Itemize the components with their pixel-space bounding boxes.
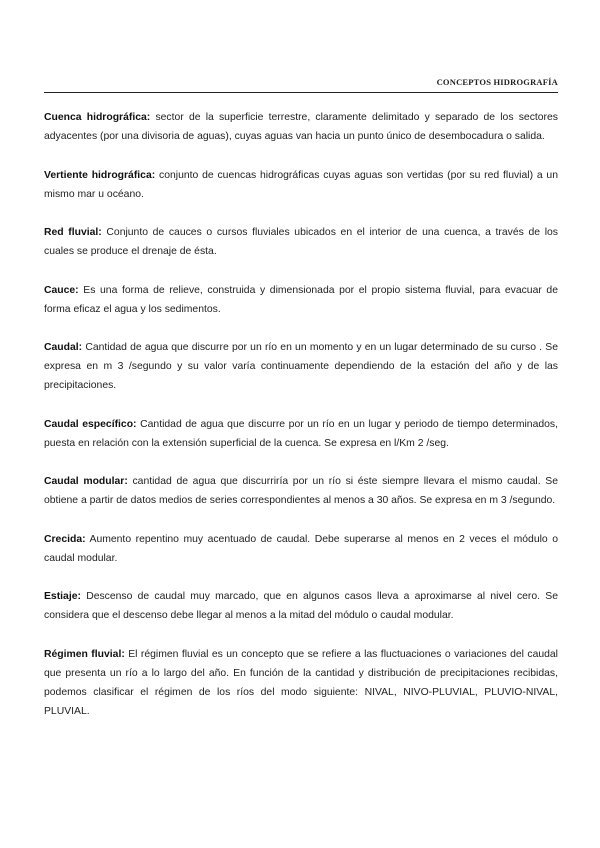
entry-definition: Cantidad de agua que discurre por un río en un lugar y periodo de tiempo determinados, puesta en relación con la extensión superficial de la cuenca. Se expresa en l/Km 2 /seg. xyxy=(44,418,558,449)
entry-term: Vertiente hidrográfica: xyxy=(44,169,156,181)
header-title: CONCEPTOS HIDROGRAFÍA xyxy=(436,77,558,87)
glossary-entry-caudal-modular xyxy=(44,472,558,510)
glossary-entry-crecida xyxy=(44,530,558,568)
entry-term: Estiaje: xyxy=(44,591,81,602)
glossary-entry-vertiente xyxy=(44,166,558,204)
entry-term: Régimen fluvial: xyxy=(44,648,125,660)
glossary-entry-caudal xyxy=(44,338,558,395)
glossary-entry-cauce xyxy=(44,281,558,319)
entry-definition: Aumento repentino muy acentuado de caudal. Debe superarse al menos en 2 veces el módulo o caudal modular. xyxy=(44,533,558,564)
glossary-entry-estiaje xyxy=(44,587,558,625)
glossary-content xyxy=(44,108,558,740)
entry-definition: Es una forma de relieve, construida y dimensionada por el propio sistema fluvial, para evacuar de forma eficaz el agua y los sedimentos. xyxy=(44,284,558,315)
entry-definition: Descenso de caudal muy marcado, que en algunos casos lleva a aproximarse al nivel cero. Se considera que el descenso debe llegar al menos a la mitad del módulo o caudal modular. xyxy=(44,591,558,621)
entry-term: Crecida: xyxy=(44,533,86,545)
entry-definition: El régimen fluvial es un concepto que se refiere a las fluctuaciones o variaciones del caudal que presenta un río a lo largo del año. En función de la cantidad y distribución de precipitaciones recibidas, podemos clasificar el régimen de los ríos del modo siguiente: NIVAL, NIVO-PLUVIAL, PLUVIO-NIVAL, PLUVIAL. xyxy=(44,648,558,717)
glossary-entry-regimen-fluvial xyxy=(44,645,558,721)
entry-term: Caudal: xyxy=(44,342,83,353)
entry-term: Red fluvial: xyxy=(44,227,102,238)
entry-term: Cauce: xyxy=(44,284,79,296)
entry-definition: Conjunto de cauces o cursos fluviales ubicados en el interior de una cuenca, a través de los cuales se produce el drenaje de ésta. xyxy=(44,227,558,257)
entry-term: Caudal modular: xyxy=(44,476,128,487)
entry-term: Caudal específico: xyxy=(44,418,137,430)
entry-definition: conjunto de cuencas hidrográficas cuyas aguas son vertidas (por su red fluvial) a un mismo mar u océano. xyxy=(44,169,558,200)
glossary-entry-cuenca xyxy=(44,108,558,146)
glossary-entry-red-fluvial xyxy=(44,223,558,261)
entry-definition: Cantidad de agua que discurre por un río en un momento y en un lugar determinado de su curso . Se expresa en m 3 /segundo y su valor varía continuamente dependiendo de la estación del año y de las precipitaciones. xyxy=(44,342,558,391)
glossary-entry-caudal-especifico xyxy=(44,415,558,453)
entry-term: Cuenca hidrográfica: xyxy=(44,112,151,123)
entry-definition: sector de la superficie terrestre, claramente delimitado y separado de los sectores adyacentes (por una divisoria de aguas), cuyas aguas van hacia un punto único de desembocadura o salida. xyxy=(44,112,558,142)
entry-definition: cantidad de agua que discurriría por un río si éste siempre llevara el mismo caudal. Se obtiene a partir de datos medios de series correspondientes al menos a 30 años. Se expresa en m 3 /segundo. xyxy=(44,476,558,506)
page-header xyxy=(44,72,558,93)
